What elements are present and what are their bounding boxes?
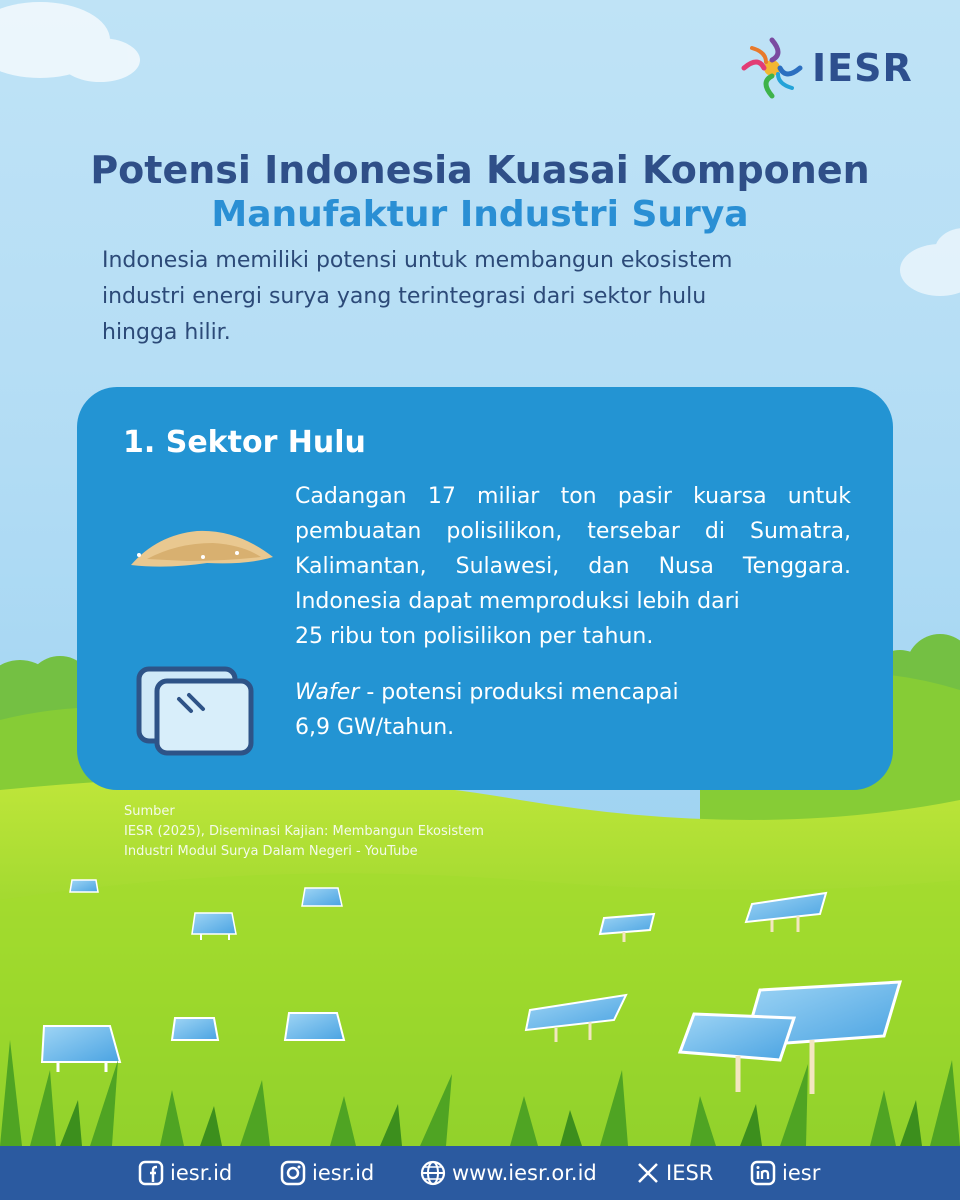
x-link[interactable] [636, 1146, 713, 1200]
intro-line: Indonesia memiliki potensi untuk membangun ekosistem [102, 248, 733, 273]
linkedin-icon [750, 1160, 776, 1186]
instagram-link[interactable] [280, 1146, 374, 1200]
instagram-handle: iesr.id [312, 1161, 375, 1185]
wafer-description [295, 675, 851, 745]
intro-paragraph [102, 243, 842, 351]
x-handle: IESR [666, 1161, 714, 1185]
quartz-line: pembuatan polisilikon, tersebar di Sumatra, [295, 519, 851, 544]
logo-text: IESR [812, 46, 913, 90]
quartz-line: Kalimantan, Sulawesi, dan Nusa Tenggara. [295, 554, 851, 579]
page-subtitle: Manufaktur Industri Surya [211, 194, 749, 235]
solar-panel-icon [285, 1013, 344, 1040]
linkedin-handle: iesr [782, 1161, 821, 1185]
quartz-line: Cadangan 17 miliar ton pasir kuarsa untuk [295, 484, 851, 509]
cloud-icon [900, 228, 960, 296]
source-note [124, 802, 484, 862]
sand-pile-icon [127, 513, 277, 573]
source-label: Sumber [124, 804, 175, 819]
cloud-icon [0, 2, 140, 82]
iesr-logo [740, 36, 913, 100]
x-icon [636, 1161, 660, 1185]
website-url: www.iesr.or.id [452, 1161, 597, 1185]
card-title: 1. Sektor Hulu [123, 425, 366, 460]
solar-panel-icon [302, 888, 342, 906]
linkedin-link[interactable] [750, 1146, 820, 1200]
solar-panel-icon [70, 880, 98, 892]
intro-line: hingga hilir. [102, 320, 231, 345]
wafer-line: 6,9 GW/tahun. [295, 715, 455, 740]
solar-panel-icon [172, 1018, 218, 1040]
intro-line: industri energi surya yang terintegrasi dari sektor hulu [102, 284, 707, 309]
quartz-line: Indonesia dapat memproduksi lebih dari [295, 589, 740, 614]
wafer-icon [135, 665, 255, 757]
source-line: Industri Modul Surya Dalam Negeri - YouTube [124, 844, 418, 859]
source-line: IESR (2025), Diseminasi Kajian: Membangun Ekosistem [124, 824, 484, 839]
wafer-term: Wafer [295, 680, 360, 705]
facebook-icon [138, 1160, 164, 1186]
wafer-line [295, 675, 851, 710]
sector-card [77, 387, 893, 790]
iesr-logo-icon [740, 36, 804, 100]
instagram-icon [280, 1160, 306, 1186]
globe-icon [420, 1160, 446, 1186]
footer-bar [0, 1146, 960, 1200]
page-title: Potensi Indonesia Kuasai Komponen [90, 148, 870, 192]
facebook-handle: iesr.id [170, 1161, 233, 1185]
facebook-link[interactable] [138, 1146, 232, 1200]
wafer-line-rest: - potensi produksi mencapai [359, 680, 679, 705]
quartz-line: 25 ribu ton polisilikon per tahun. [295, 624, 654, 649]
quartz-description [295, 479, 851, 654]
website-link[interactable] [420, 1146, 597, 1200]
